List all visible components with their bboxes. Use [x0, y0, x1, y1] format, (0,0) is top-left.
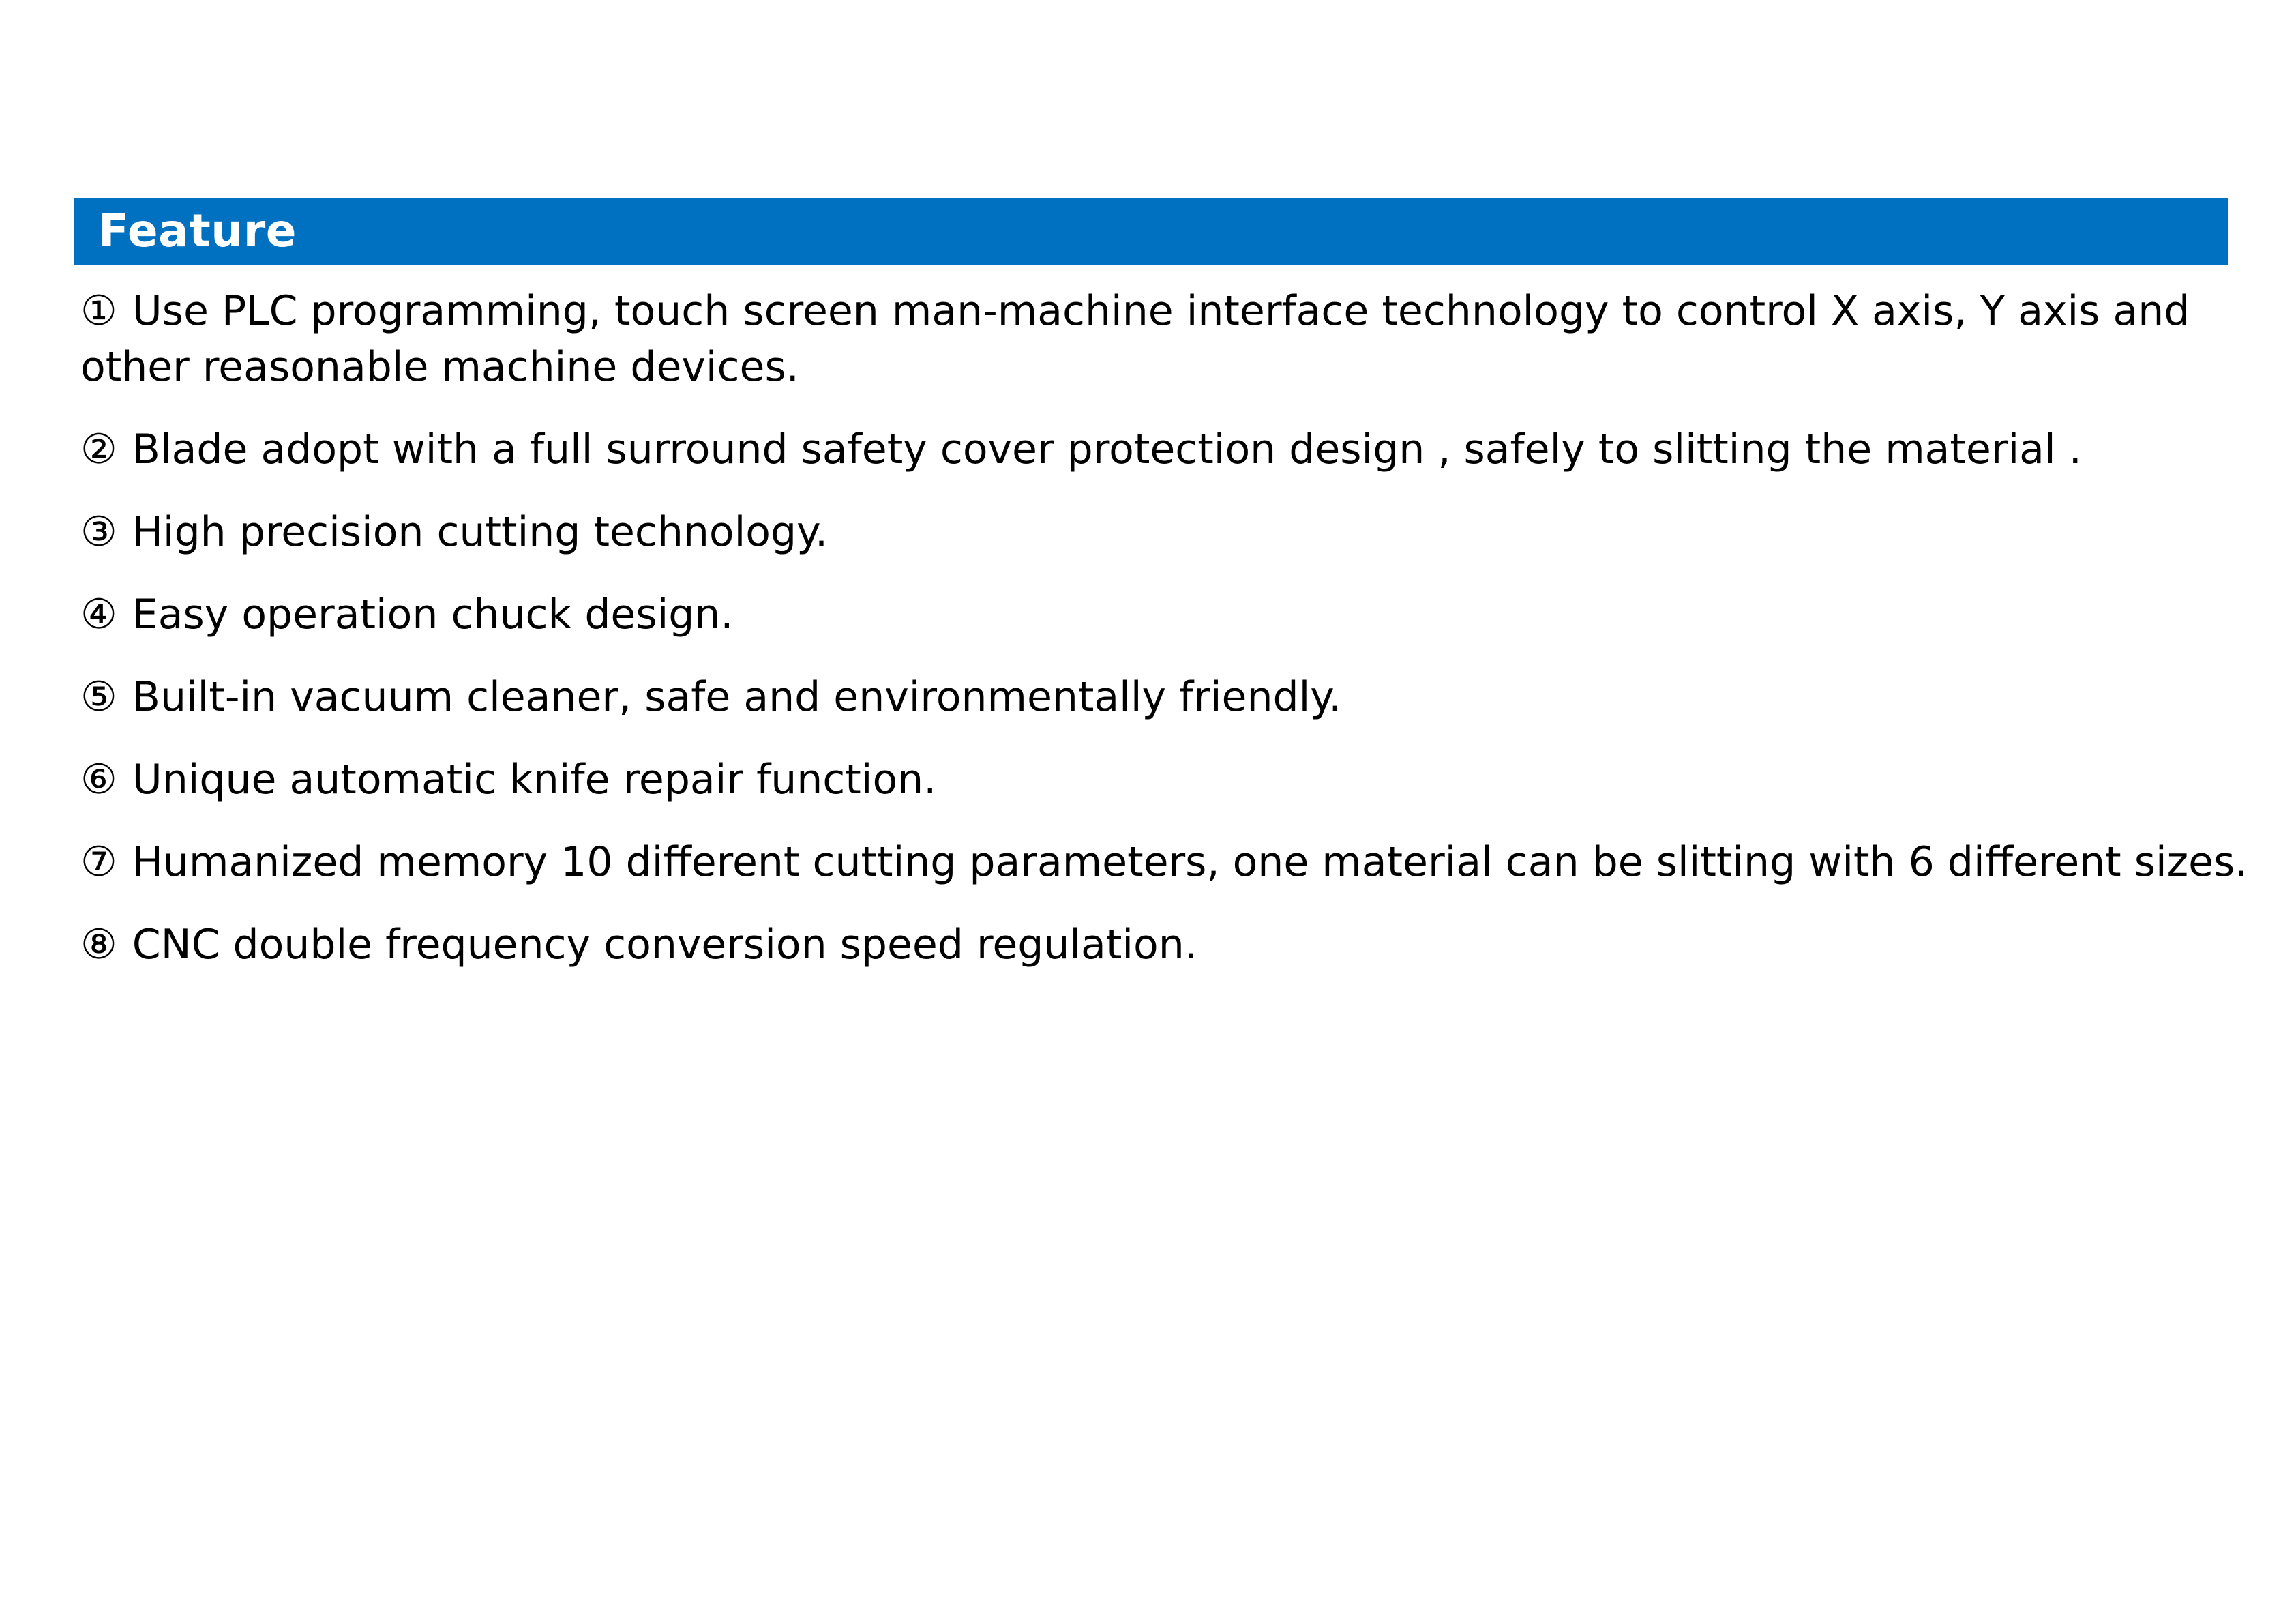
- feature-number: ④: [80, 591, 117, 638]
- feature-text: Easy operation chuck design.: [132, 591, 734, 638]
- feature-section-header: [74, 198, 2228, 265]
- section-title: Feature: [98, 205, 297, 257]
- feature-item: [80, 669, 2228, 725]
- feature-list: [80, 283, 2248, 999]
- feature-item: [80, 422, 2228, 477]
- feature-item: [80, 283, 2228, 395]
- feature-text: High precision cutting technology.: [132, 508, 829, 556]
- feature-text: Unique automatic knife repair function.: [132, 756, 937, 803]
- feature-number: ⑤: [80, 673, 117, 721]
- feature-item: [80, 752, 2228, 808]
- feature-item: [80, 504, 2228, 560]
- feature-text: Built-in vacuum cleaner, safe and environmentally friendly.: [132, 673, 1342, 721]
- feature-number: ③: [80, 508, 117, 556]
- feature-number: ⑥: [80, 756, 117, 803]
- feature-item: [80, 917, 2228, 973]
- feature-number: ②: [80, 426, 117, 473]
- feature-item: [80, 834, 2248, 890]
- feature-text: Blade adopt with a full surround safety cover protection design , safely to slitting the material .: [132, 426, 2082, 473]
- feature-number: ①: [80, 287, 117, 335]
- feature-number: ⑧: [80, 921, 117, 969]
- feature-item: [80, 587, 2228, 643]
- feature-text: Humanized memory 10 different cutting parameters, one material can be slitting with 6 different sizes.: [132, 838, 2248, 886]
- feature-text: Use PLC programming, touch screen man-machine interface technology to control X axis, Y axis and other reasonable machine devices.: [80, 287, 2190, 391]
- feature-text: CNC double frequency conversion speed regulation.: [132, 921, 1197, 969]
- feature-number: ⑦: [80, 838, 117, 886]
